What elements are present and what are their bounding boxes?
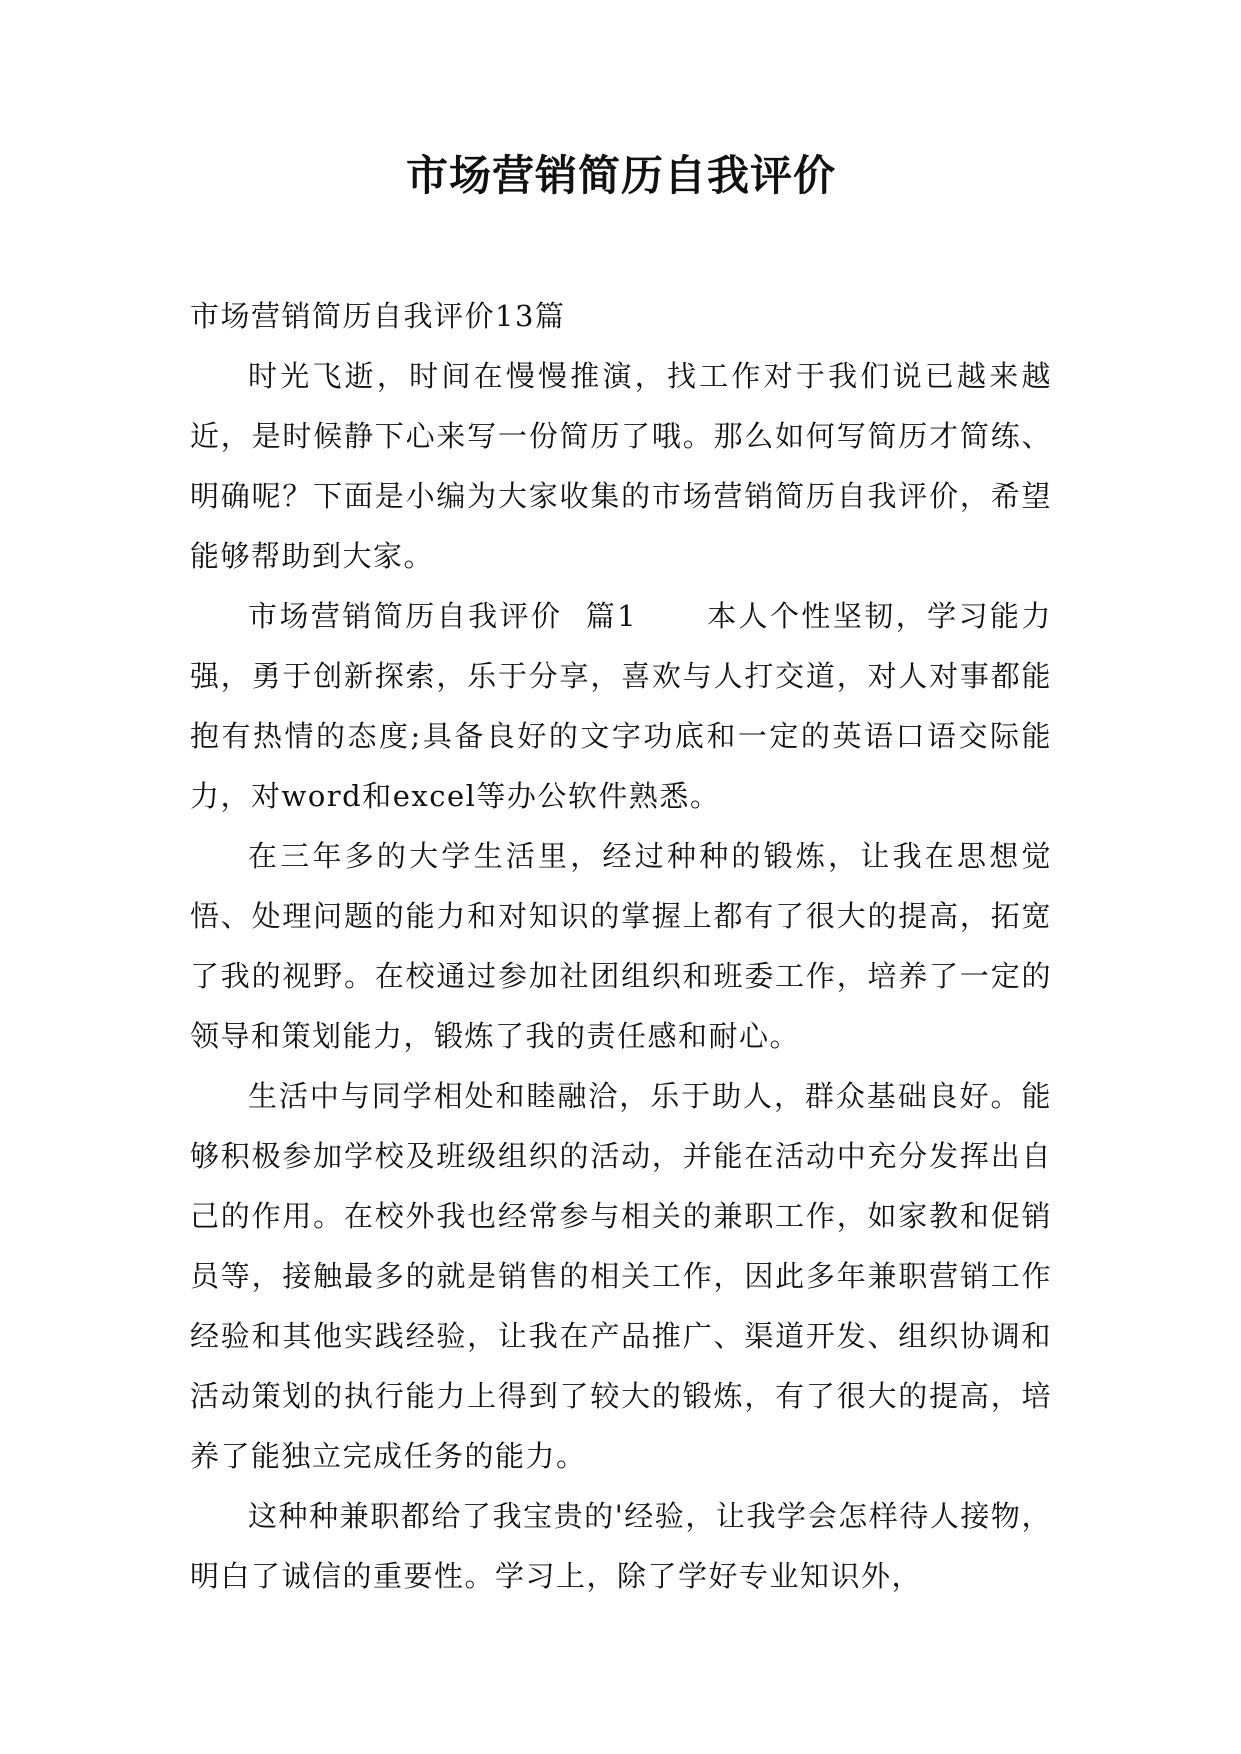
paragraph-intro: 时光飞逝，时间在慢慢推演，找工作对于我们说已越来越近，是时候静下心来写一份简历了哦。那么如何写简历才简练、明确呢？下面是小编为大家收集的市场营销简历自我评价，希望能够帮助到大家。	[190, 359, 1052, 573]
paragraph-social-life: 生活中与同学相处和睦融洽，乐于助人，群众基础良好。能够积极参加学校及班级组织的活动，并能在活动中充分发挥出自己的作用。在校外我也经常参与相关的兼职工作，如家教和促销员等，接触最多的就是销售的相关工作，因此多年兼职营销工作经验和其他实践经验，让我在产品推广、渠道开发、组织协调和活动策划的执行能力上得到了较大的锻炼，有了很大的提高，培养了能独立完成任务的能力。	[190, 1079, 1052, 1473]
paragraph-part-1: 市场营销简历自我评价 篇1 本人个性坚韧，学习能力强，勇于创新探索，乐于分享，喜欢与人打交道，对人对事都能抱有热情的态度;具备良好的文字功底和一定的英语口语交际能力，对word和excel等办公软件熟悉。	[190, 599, 1052, 813]
document-subtitle: 市场营销简历自我评价13篇	[190, 299, 566, 333]
paragraph-experience: 这种种兼职都给了我宝贵的'经验，让我学会怎样待人接物，明白了诚信的重要性。学习上，除了学好专业知识外，	[190, 1499, 1052, 1593]
paragraph-university-life: 在三年多的大学生活里，经过种种的锻炼，让我在思想觉悟、处理问题的能力和对知识的掌握上都有了很大的提高，拓宽了我的视野。在校通过参加社团组织和班委工作，培养了一定的领导和策划能力，锻炼了我的责任感和耐心。	[190, 839, 1052, 1053]
document-title: 市场营销简历自我评价	[405, 151, 836, 200]
document-body	[190, 286, 1052, 1606]
